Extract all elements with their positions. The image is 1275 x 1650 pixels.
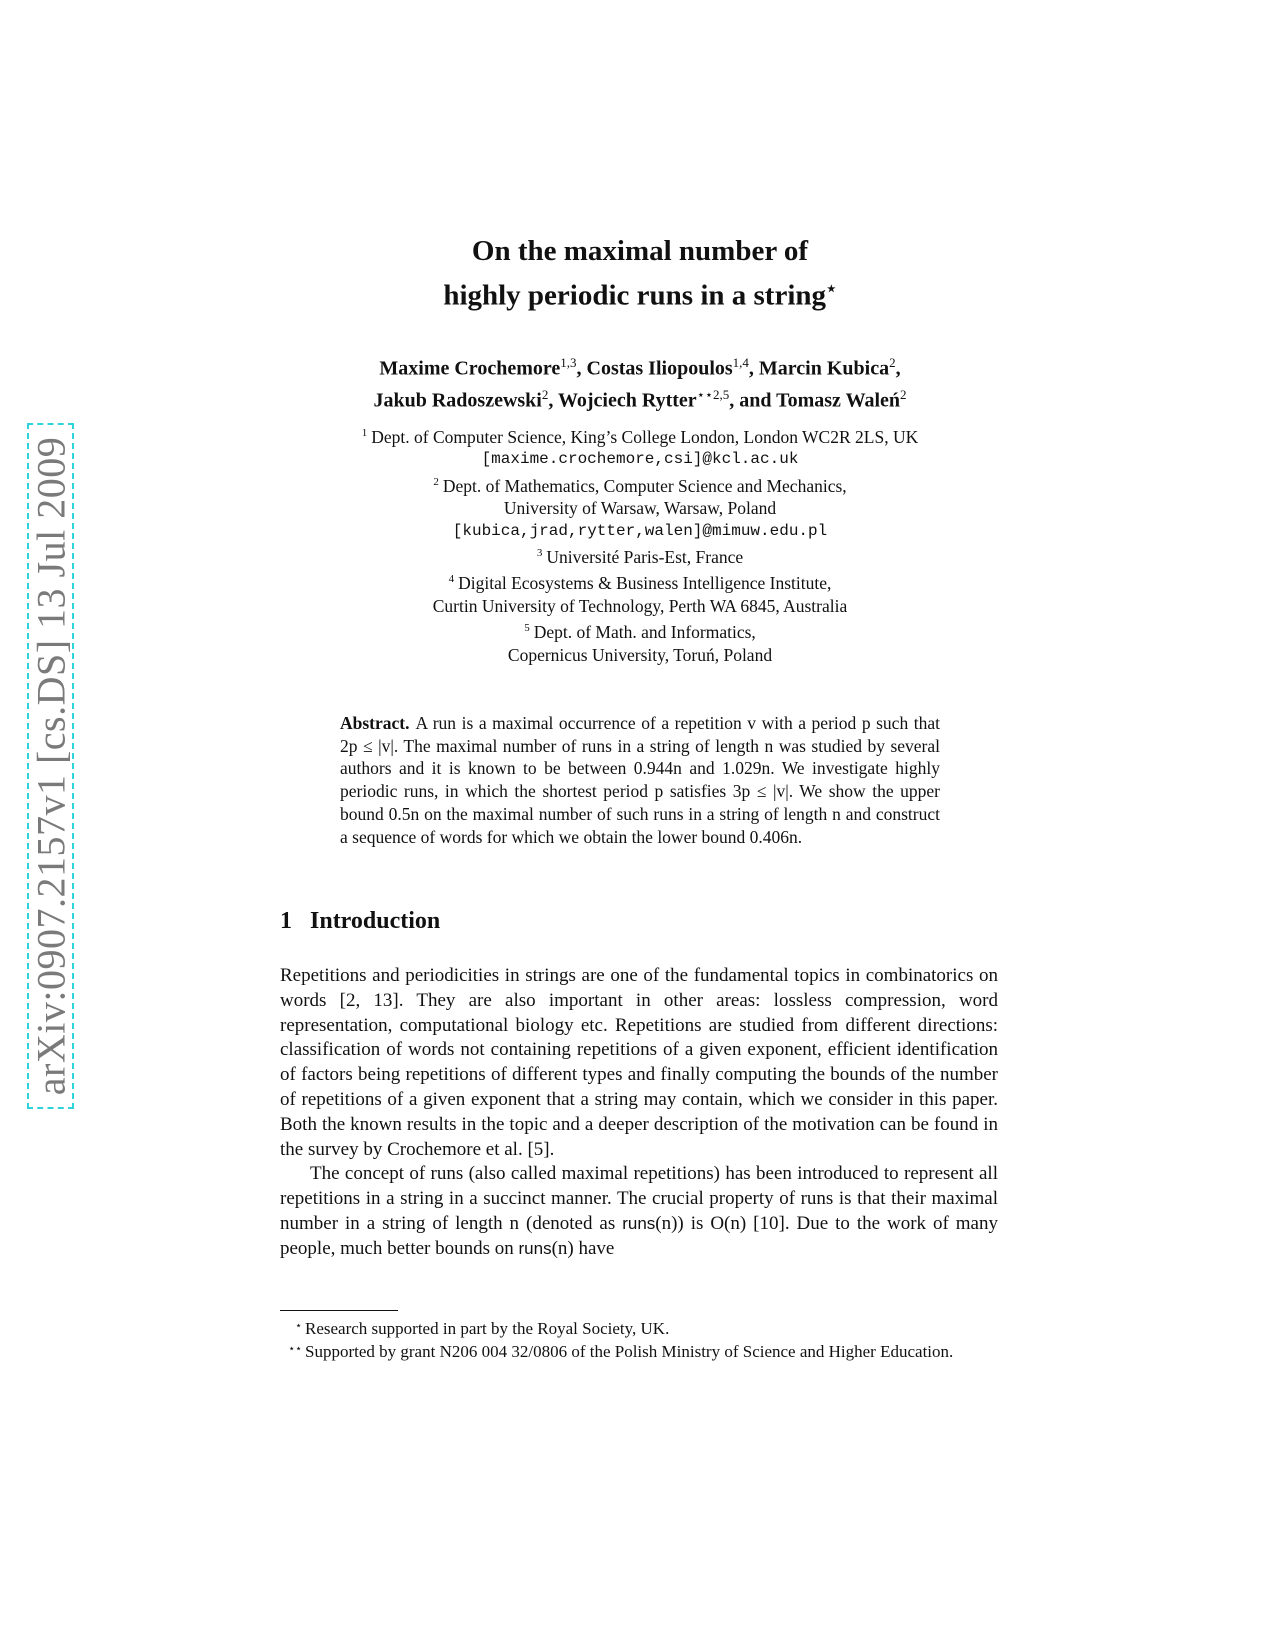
- affiliation-number: 4: [448, 573, 455, 586]
- footnote-mark: ⋆⋆: [288, 1342, 302, 1355]
- author-name: Marcin Kubica: [758, 357, 890, 380]
- arxiv-stamp: [27, 423, 74, 1109]
- footnote-text: Supported by grant N206 004 32/0806 of the Polish Ministry of Science and Higher Education.: [305, 1341, 954, 1361]
- paragraph-2-part-c: (n) have: [551, 1237, 615, 1259]
- paragraph-1: Repetitions and periodicities in strings are one of the fundamental topics in combinatorics on words [2, 13]. They are also important in other areas: lossless compression, word representation, computational biology etc. Repetitions are studied from different directions: classification of words not containing repetitions of a given exponent, efficient identification of factors being repetitions of different types and finally computing the bounds of the number of repetitions of a given exponent that a string may contain, which we consider in this paper. Both the known results in the topic and a deeper description of the motivation can be found in the survey by Crochemore et al. [5].: [280, 965, 998, 1160]
- author-affil-mark: 2: [541, 386, 549, 402]
- affiliation-2: [280, 471, 1000, 497]
- runs-function: runs: [518, 1238, 552, 1258]
- author-affil-mark: 1,4: [732, 355, 749, 370]
- runs-function: runs: [622, 1213, 656, 1233]
- footnotes: [280, 1318, 998, 1363]
- paragraph-2-part-b: (n)) is O(n) [10]. Due to the work of many people, much better bounds on: [280, 1212, 998, 1259]
- author-name: Jakub Radoszewski: [373, 389, 542, 412]
- title-line-2: [280, 270, 1000, 315]
- footnote-1: [280, 1318, 998, 1341]
- footnote-text: Research supported in part by the Royal Society, UK.: [305, 1319, 670, 1338]
- affiliation-number: 3: [536, 547, 543, 560]
- affiliation-4: [280, 568, 1000, 594]
- author-name: Costas Iliopoulos: [586, 357, 733, 380]
- author-line-1: Maxime Crochemore$^{1,3}$, Costas Iliopoulos$^{1,4}$, Marcin Kubica$^2$,: [379, 355, 901, 380]
- email-line-2: [kubica,jrad,rytter,walen]@mimuw.edu.pl: [452, 521, 828, 540]
- affiliation-4-cont: Curtin University of Technology, Perth WA 6845, Australia: [432, 595, 848, 616]
- affiliation-text: Dept. of Computer Science, King’s College London, London WC2R 2LS, UK: [371, 426, 919, 447]
- author-name: Maxime Crochemore: [379, 357, 561, 380]
- title-line-2-text: highly periodic runs in a string: [443, 279, 827, 312]
- title-line-1: On the maximal number of: [471, 235, 809, 267]
- author-conjunction: and: [739, 389, 772, 412]
- affiliation-number: 2: [433, 475, 439, 488]
- affiliation-3: [280, 542, 1000, 568]
- author-name: Wojciech Rytter: [558, 389, 697, 412]
- section-title: Introduction: [310, 908, 441, 934]
- section-number: 1: [280, 908, 292, 934]
- author-affil-mark: 1,3: [560, 355, 577, 370]
- author-name: Tomasz Waleń: [776, 389, 901, 412]
- footnote-2: [280, 1341, 998, 1364]
- paper-title: [280, 232, 1000, 315]
- title-footnote-mark: ⋆: [826, 279, 837, 298]
- affiliation-list: [280, 422, 1000, 666]
- abstract-label: Abstract.: [340, 713, 410, 733]
- section-heading: [280, 908, 440, 935]
- affiliation-text: Dept. of Mathematics, Computer Science and Mechanics,: [442, 475, 847, 496]
- abstract-text: A run is a maximal occurrence of a repetition v with a period p such that 2p ≤ |v|. The maximal number of runs in a string of length n was studied by several authors and it is known to be between 0.944n and 1.029n. We investigate highly periodic runs, in which the shortest period p satisfies 3p ≤ |v|. We show the upper bound 0.5n on the maximal number of such runs in a string of length n and construct a sequence of words for which we obtain the lower bound 0.406n.: [340, 713, 940, 847]
- affiliation-1: [280, 422, 1000, 448]
- affiliation-number: 5: [524, 622, 530, 635]
- author-line-2: Jakub Radoszewski$^2$, Wojciech Rytter$^{⋆⋆2,5}$, and Tomasz Waleń$^2$: [373, 386, 907, 412]
- author-list: [280, 350, 1000, 413]
- affiliation-text: Digital Ecosystems & Business Intelligence Institute,: [458, 573, 832, 594]
- abstract: [340, 712, 940, 848]
- affiliation-text: Dept. of Math. and Informatics,: [533, 622, 756, 643]
- footnote-rule: [280, 1310, 398, 1311]
- paragraph-2-part-a: The concept of runs (also called maximal repetitions) has been introduced to represent all repetitions in a string in a succinct manner. The crucial property of runs is that their maximal number in a string of length n (denoted as: [280, 1163, 998, 1234]
- affiliation-number: 1: [361, 427, 368, 439]
- author-affil-mark: 2: [889, 355, 896, 370]
- footnote-mark: ⋆: [295, 1320, 302, 1332]
- arxiv-identifier: arXiv:0907.2157v1 [cs.DS] 13 Jul 2009: [28, 436, 73, 1096]
- affiliation-2-cont: University of Warsaw, Warsaw, Poland: [503, 498, 777, 519]
- affiliation-5: [280, 617, 1000, 643]
- author-affil-mark: ⋆⋆2,5: [696, 386, 730, 402]
- body-text: [280, 964, 998, 1262]
- email-line-1: [maxime.crochemore,csi]@kcl.ac.uk: [481, 450, 799, 469]
- paragraph-2: [280, 1162, 998, 1261]
- affiliation-text: Université Paris-Est, France: [546, 546, 744, 567]
- author-affil-mark: 2: [900, 386, 907, 402]
- affiliation-5-cont: Copernicus University, Toruń, Poland: [507, 644, 773, 665]
